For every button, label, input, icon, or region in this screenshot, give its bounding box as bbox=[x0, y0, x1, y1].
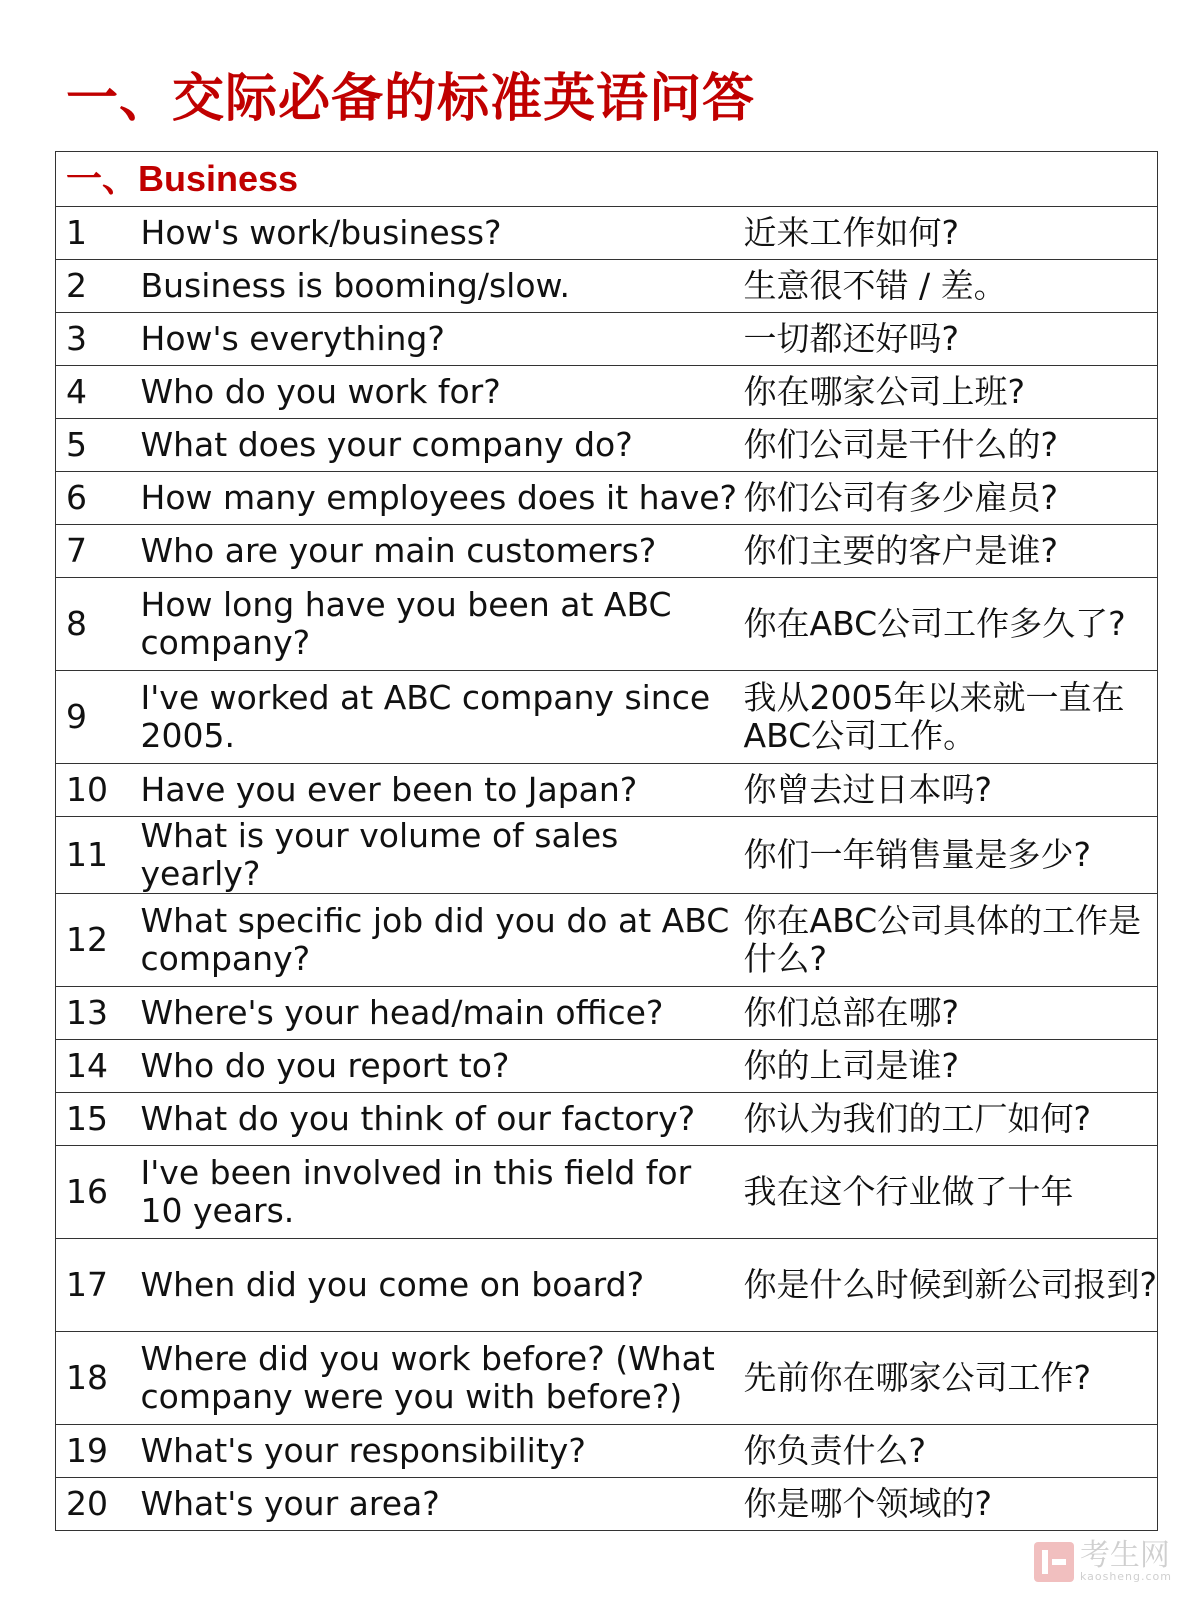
chinese-translation: 近来工作如何? bbox=[738, 207, 1158, 260]
section-header-row bbox=[56, 152, 1158, 207]
row-number: 3 bbox=[56, 313, 141, 366]
table-row bbox=[56, 525, 1158, 578]
row-number: 16 bbox=[56, 1145, 141, 1238]
row-number: 8 bbox=[56, 578, 141, 671]
english-phrase: What do you think of our factory? bbox=[141, 1092, 738, 1145]
english-phrase: Where did you work before? (What company were you with before?) bbox=[141, 1331, 738, 1424]
english-phrase: Who are your main customers? bbox=[141, 525, 738, 578]
row-number: 13 bbox=[56, 986, 141, 1039]
qa-table bbox=[55, 151, 1158, 1531]
table-row bbox=[56, 1477, 1158, 1530]
row-number: 1 bbox=[56, 207, 141, 260]
english-phrase: Who do you report to? bbox=[141, 1039, 738, 1092]
chinese-translation: 你是什么时候到新公司报到? bbox=[738, 1238, 1158, 1331]
english-phrase: How many employees does it have? bbox=[141, 472, 738, 525]
english-phrase: I've been involved in this field for 10 years. bbox=[141, 1145, 738, 1238]
table-row bbox=[56, 1331, 1158, 1424]
english-phrase: Have you ever been to Japan? bbox=[141, 764, 738, 817]
row-number: 14 bbox=[56, 1039, 141, 1092]
table-row bbox=[56, 764, 1158, 817]
row-number: 7 bbox=[56, 525, 141, 578]
chinese-translation: 先前你在哪家公司工作? bbox=[738, 1331, 1158, 1424]
watermark-logo-icon bbox=[1034, 1542, 1074, 1582]
english-phrase: What does your company do? bbox=[141, 419, 738, 472]
table-row bbox=[56, 1092, 1158, 1145]
watermark-text: 考生网 bbox=[1079, 1538, 1170, 1573]
table-row bbox=[56, 893, 1158, 986]
chinese-translation: 你们公司是干什么的? bbox=[738, 419, 1158, 472]
chinese-translation: 你是哪个领域的? bbox=[738, 1477, 1158, 1530]
table-row bbox=[56, 419, 1158, 472]
row-number: 15 bbox=[56, 1092, 141, 1145]
watermark-url: kaosheng.com bbox=[1079, 1570, 1172, 1583]
table-row bbox=[56, 260, 1158, 313]
english-phrase: How long have you been at ABC company? bbox=[141, 578, 738, 671]
chinese-translation: 你们主要的客户是谁? bbox=[738, 525, 1158, 578]
table-row bbox=[56, 817, 1158, 894]
english-phrase: I've worked at ABC company since 2005. bbox=[141, 671, 738, 764]
table-row bbox=[56, 1424, 1158, 1477]
chinese-translation: 你们总部在哪? bbox=[738, 986, 1158, 1039]
chinese-translation: 你们一年销售量是多少? bbox=[738, 817, 1158, 894]
chinese-translation: 你在ABC公司具体的工作是什么? bbox=[738, 893, 1158, 986]
english-phrase: What specific job did you do at ABC company? bbox=[141, 893, 738, 986]
chinese-translation: 你在哪家公司上班? bbox=[738, 366, 1158, 419]
row-number: 5 bbox=[56, 419, 141, 472]
english-phrase: Who do you work for? bbox=[141, 366, 738, 419]
table-row bbox=[56, 472, 1158, 525]
watermark bbox=[1034, 1538, 1172, 1583]
chinese-translation: 我从2005年以来就一直在ABC公司工作。 bbox=[738, 671, 1158, 764]
chinese-translation: 你曾去过日本吗? bbox=[738, 764, 1158, 817]
row-number: 4 bbox=[56, 366, 141, 419]
english-phrase: How's work/business? bbox=[141, 207, 738, 260]
english-phrase: What's your area? bbox=[141, 1477, 738, 1530]
table-row bbox=[56, 1238, 1158, 1331]
english-phrase: How's everything? bbox=[141, 313, 738, 366]
chinese-translation: 你负责什么? bbox=[738, 1424, 1158, 1477]
english-phrase: What's your responsibility? bbox=[141, 1424, 738, 1477]
row-number: 11 bbox=[56, 817, 141, 894]
table-row bbox=[56, 986, 1158, 1039]
chinese-translation: 你在ABC公司工作多久了? bbox=[738, 578, 1158, 671]
chinese-translation: 你认为我们的工厂如何? bbox=[738, 1092, 1158, 1145]
page-title: 一、交际必备的标准英语问答 bbox=[66, 69, 756, 129]
row-number: 12 bbox=[56, 893, 141, 986]
chinese-translation: 一切都还好吗? bbox=[738, 313, 1158, 366]
table-row bbox=[56, 1145, 1158, 1238]
row-number: 18 bbox=[56, 1331, 141, 1424]
table-row bbox=[56, 1039, 1158, 1092]
row-number: 20 bbox=[56, 1477, 141, 1530]
table-row bbox=[56, 671, 1158, 764]
table-row bbox=[56, 578, 1158, 671]
row-number: 10 bbox=[56, 764, 141, 817]
chinese-translation: 生意很不错 / 差。 bbox=[738, 260, 1158, 313]
chinese-translation: 你的上司是谁? bbox=[738, 1039, 1158, 1092]
row-number: 9 bbox=[56, 671, 141, 764]
row-number: 6 bbox=[56, 472, 141, 525]
chinese-translation: 你们公司有多少雇员? bbox=[738, 472, 1158, 525]
english-phrase: Where's your head/main office? bbox=[141, 986, 738, 1039]
row-number: 17 bbox=[56, 1238, 141, 1331]
english-phrase: Business is booming/slow. bbox=[141, 260, 738, 313]
row-number: 19 bbox=[56, 1424, 141, 1477]
table-row bbox=[56, 366, 1158, 419]
row-number: 2 bbox=[56, 260, 141, 313]
chinese-translation: 我在这个行业做了十年 bbox=[738, 1145, 1158, 1238]
table-row bbox=[56, 207, 1158, 260]
english-phrase: What is your volume of sales yearly? bbox=[141, 817, 738, 894]
english-phrase: When did you come on board? bbox=[141, 1238, 738, 1331]
table-row bbox=[56, 313, 1158, 366]
section-heading: 一、Business bbox=[56, 152, 1158, 207]
